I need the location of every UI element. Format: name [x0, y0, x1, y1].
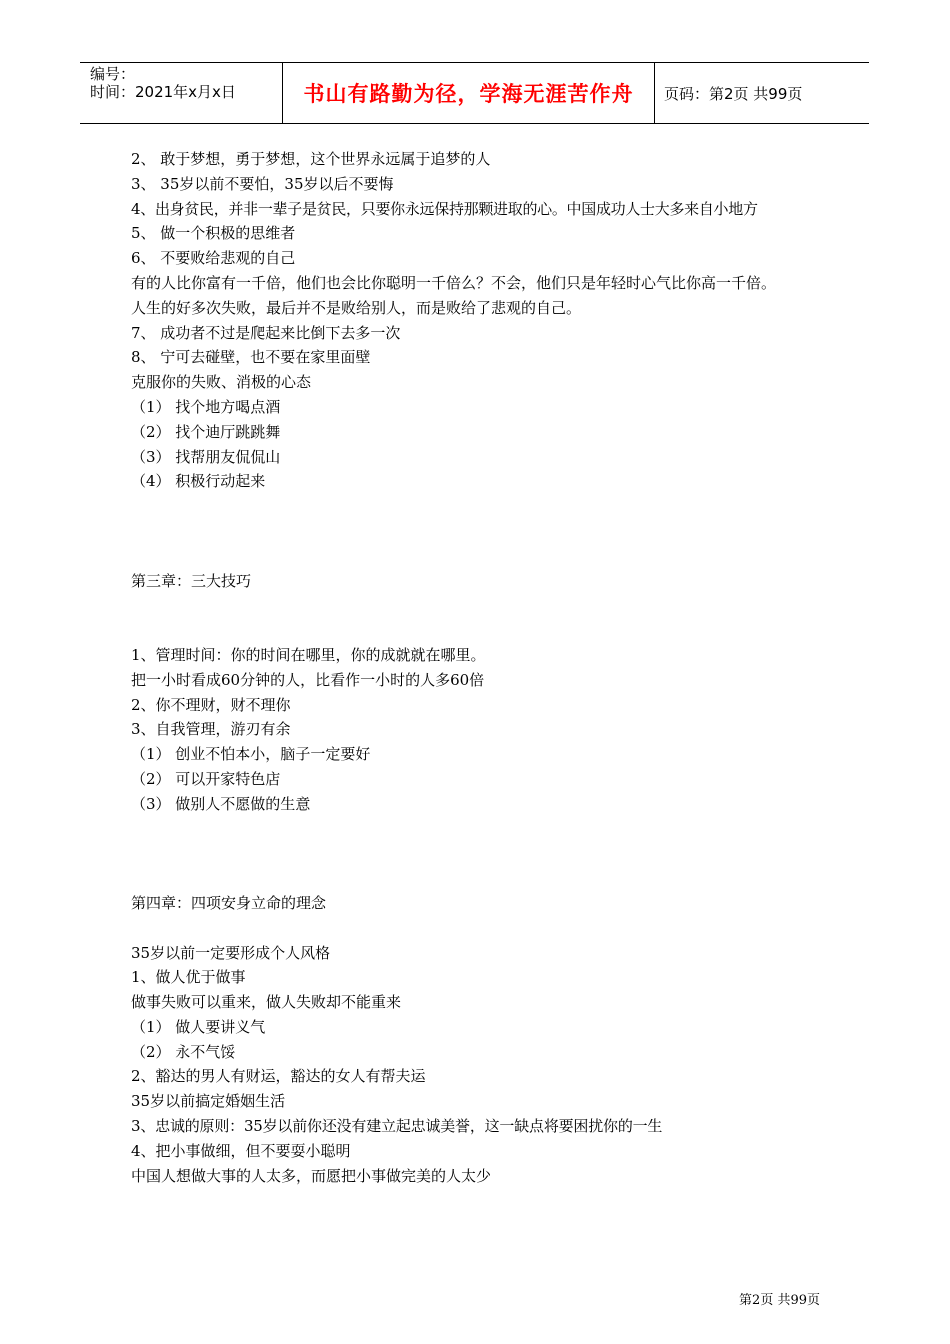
list-item: （2） 可以开家特色店 [131, 769, 281, 788]
body-line: 中国人想做大事的人太多，而愿把小事做完美的人太少 [131, 1166, 492, 1185]
chapter-heading: 第四章：四项安身立命的理念 [131, 893, 327, 912]
list-item: （3） 找帮朋友侃侃山 [131, 447, 281, 466]
list-item: （1） 创业不怕本小，脑子一定要好 [131, 745, 371, 764]
body-line: 2、豁达的男人有财运，豁达的女人有帮夫运 [131, 1067, 426, 1086]
body-line: 35岁以前一定要形成个人风格 [131, 943, 331, 962]
body-paragraph: 有的人比你富有一千倍，他们也会比你聪明一千倍么？不会，他们只是年轻时心气比你高一千倍。 [131, 273, 777, 292]
body-line: 8、 宁可去碰壁，也不要在家里面壁 [131, 348, 371, 367]
body-line: 7、 成功者不过是爬起来比倒下去多一次 [131, 323, 401, 342]
list-item: （2） 永不气馁 [131, 1042, 236, 1061]
list-item: （3） 做别人不愿做的生意 [131, 794, 311, 813]
header-page-code: 页码：第2页 共99页 [664, 84, 803, 103]
header-motto: 书山有路勤为径，学海无涯苦作舟 [283, 63, 655, 123]
body-line: 6、 不要败给悲观的自己 [131, 249, 296, 268]
list-item: （4） 积极行动起来 [131, 472, 266, 491]
body-line: 4、出身贫民，并非一辈子是贫民，只要你永远保持那颗进取的心。中国成功人士大多来自小地方 [131, 199, 758, 218]
document-time: 时间：2021年x月x日 [90, 83, 236, 101]
body-line: 1、做人优于做事 [131, 968, 246, 987]
body-line: 35岁以前搞定婚姻生活 [131, 1092, 286, 1111]
body-line: 3、 35岁以前不要怕，35岁以后不要悔 [131, 174, 394, 193]
body-line: 把一小时看成60分钟的人，比看作一小时的人多60倍 [131, 670, 485, 689]
list-item: （2） 找个迪厅跳跳舞 [131, 422, 281, 441]
body-line: 3、自我管理，游刃有余 [131, 720, 291, 739]
body-line: 克服你的失败、消极的心态 [131, 373, 312, 392]
list-item: （1） 做人要讲义气 [131, 1017, 266, 1036]
header-meta [80, 63, 283, 123]
body-line: 2、你不理财，财不理你 [131, 695, 291, 714]
body-line: 人生的好多次失败，最后并不是败给别人，而是败给了悲观的自己。 [131, 298, 582, 317]
list-item: （1） 找个地方喝点酒 [131, 397, 281, 416]
document-body [131, 147, 821, 1188]
body-line: 5、 做一个积极的思维者 [131, 224, 296, 243]
page-footer: 第2页 共99页 [739, 1293, 820, 1308]
body-line: 做事失败可以重来，做人失败却不能重来 [131, 993, 402, 1012]
page-header [80, 62, 869, 124]
body-line: 4、把小事做细，但不要耍小聪明 [131, 1141, 351, 1160]
document-number-label: 编号： [90, 65, 136, 83]
body-line: 1、管理时间：你的时间在哪里，你的成就就在哪里。 [131, 645, 486, 664]
body-line: 2、 敢于梦想，勇于梦想，这个世界永远属于追梦的人 [131, 150, 491, 168]
body-line: 3、忠诚的原则：35岁以前你还没有建立起忠诚美誉，这一缺点将要困扰你的一生 [131, 1117, 663, 1136]
chapter-heading: 第三章：三大技巧 [131, 571, 252, 590]
